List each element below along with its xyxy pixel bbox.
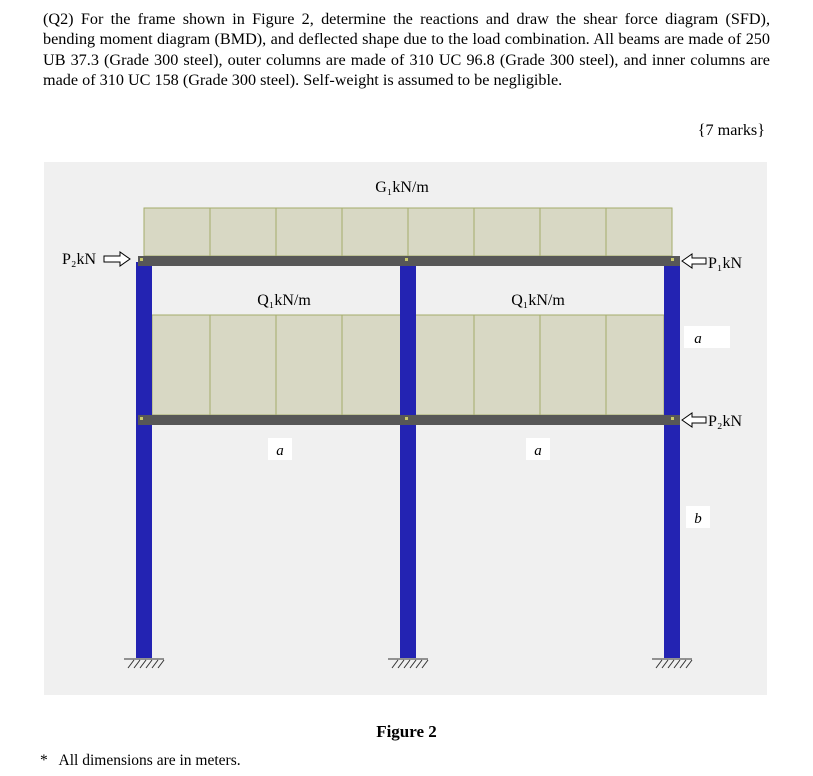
question-text: (Q2) For the frame shown in Figure 2, determine the reactions and draw the shear force diagram (SFD), bending moment diagram (BMD), and deflected shape due to the load combination. All beams are made of 250 UB 37.3 (Grade 300 steel), outer columns are made of 310 UC 96.8 (Grade 300 steel), and inner columns are made of 310 UC 158 (Grade 300 steel). Self-weight is assumed to be negligible.: [43, 10, 770, 90]
dim-lower-storey-label: b: [694, 511, 702, 527]
figure-caption: Figure 2: [376, 722, 437, 741]
dim-upper-storey-label: a: [694, 331, 702, 347]
footnote-text: All dimensions are in meters.: [58, 752, 241, 769]
floor-beam: [138, 415, 680, 425]
roof-beam: [138, 256, 680, 266]
right-top-point-load-label: P₁kN: [708, 255, 743, 272]
footnote: [40, 752, 241, 770]
left-column: [136, 262, 152, 658]
top-udl-label: G₁kN/m: [375, 179, 429, 196]
right-udl-label: Q₁kN/m: [511, 292, 565, 309]
middle-column: [400, 262, 416, 658]
marks-label: {7 marks}: [697, 121, 765, 139]
left-point-load-label: P₂kN: [62, 251, 97, 268]
footnote-bullet: *: [40, 752, 48, 769]
right-mid-point-load-label: P₂kN: [708, 413, 743, 430]
left-udl-label: Q₁kN/m: [257, 292, 311, 309]
top-distributed-load: [144, 208, 672, 256]
right-column: [664, 262, 680, 658]
dim-right-span-label: a: [534, 443, 542, 459]
dim-left-span-label: a: [276, 443, 284, 459]
